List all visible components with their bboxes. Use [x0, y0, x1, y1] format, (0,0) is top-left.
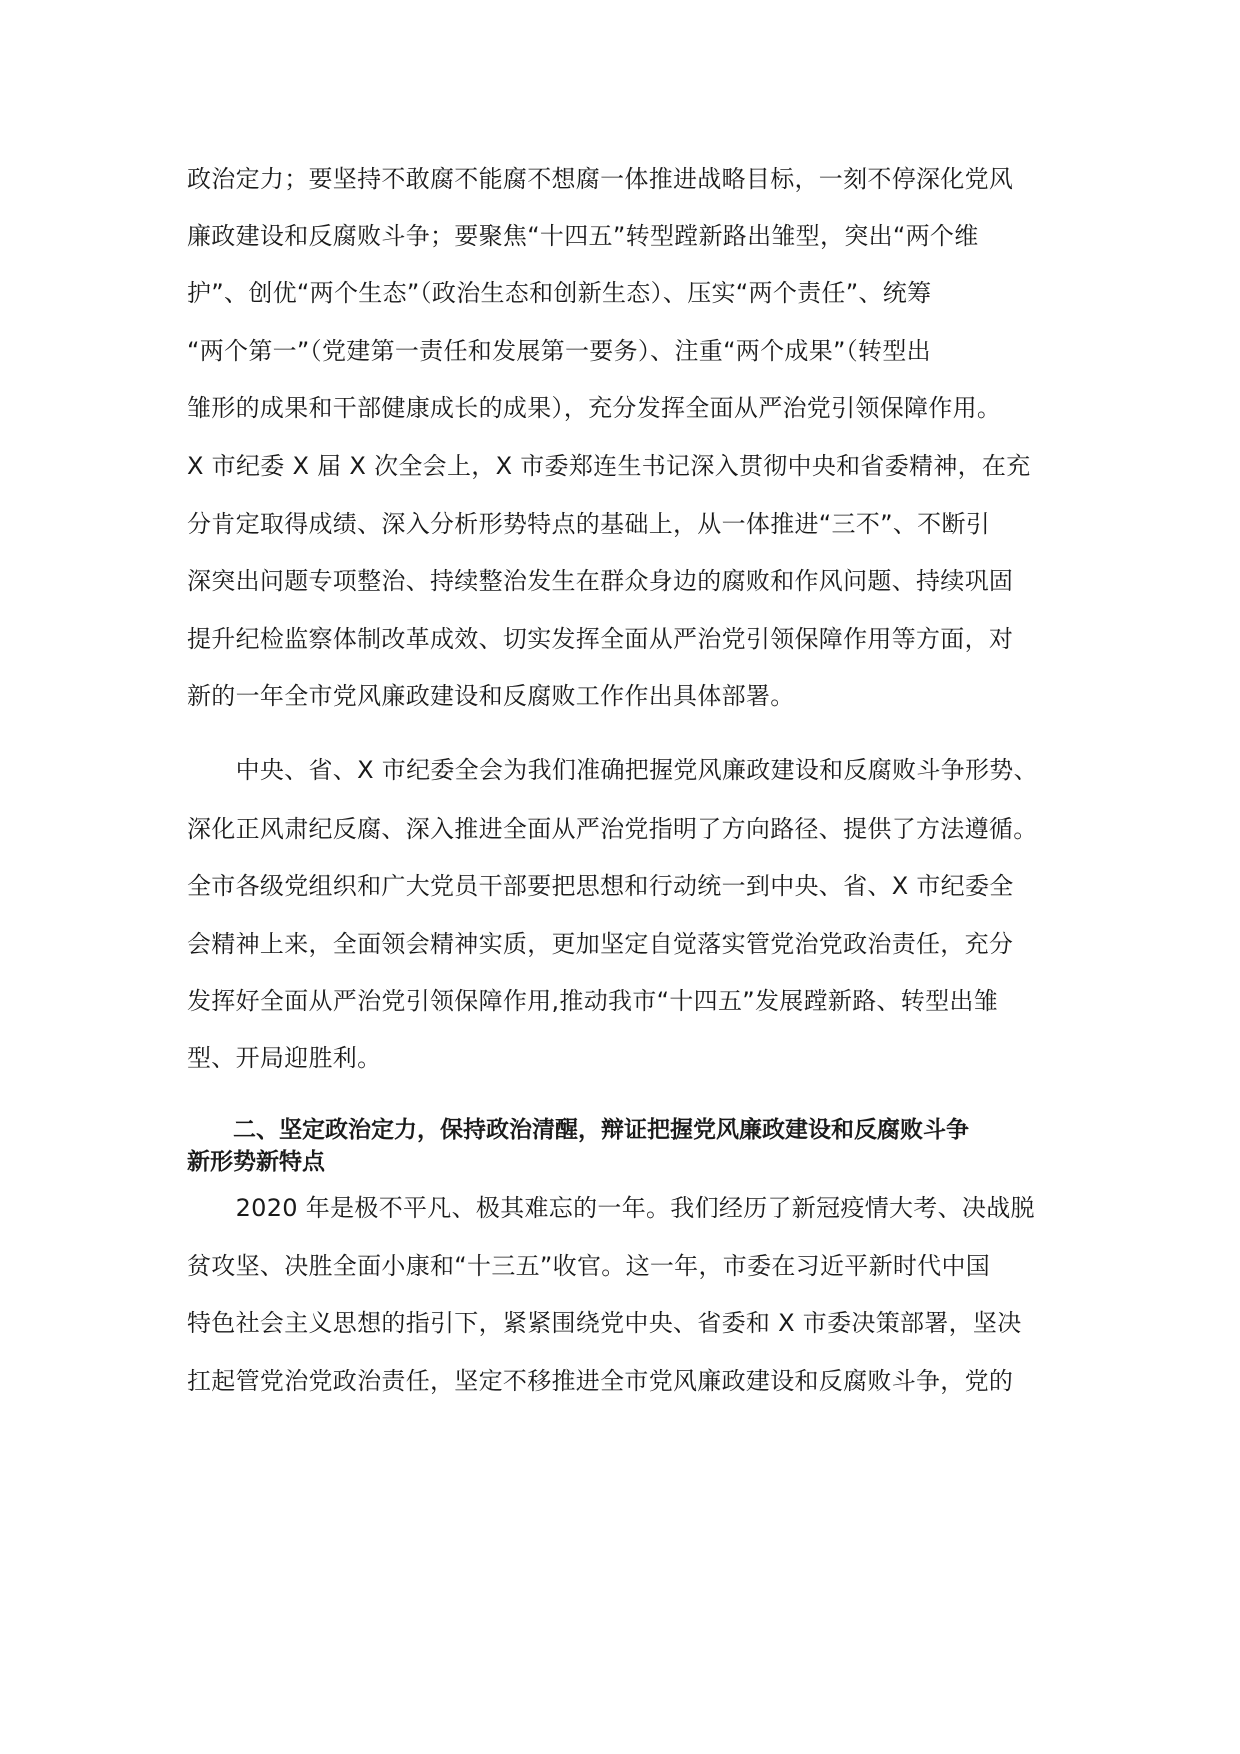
paragraph-line: 新的一年全市党风廉政建设和反腐败工作作出具体部署。	[187, 682, 795, 710]
paragraph-line: 扛起管党治党政治责任，坚定不移推进全市党风廉政建设和反腐败斗争，党的	[187, 1367, 1014, 1395]
paragraph-line: 会精神上来，全面领会精神实质，更加坚定自觉落实管党治党政治责任，充分	[187, 930, 1014, 958]
paragraph-line: 发挥好全面从严治党引领保障作用,推动我市“十四五”发展蹚新路、转型出雏	[187, 987, 998, 1015]
paragraph-line: 全市各级党组织和广大党员干部要把思想和行动统一到中央、省、X 市纪委全	[187, 872, 1014, 900]
paragraph-line: “两个第一”（党建第一责任和发展第一要务）、注重“两个成果”（转型出	[187, 337, 931, 365]
paragraph-line: 深突出问题专项整治、持续整治发生在群众身边的腐败和作风问题、持续巩固	[187, 567, 1014, 595]
paragraph-line: 护”、创优“两个生态”（政治生态和创新生态）、压实“两个责任”、统筹	[187, 279, 932, 307]
section-heading: 新形势新特点	[187, 1149, 325, 1175]
paragraph-line: 政治定力；要坚持不敢腐不能腐不想腐一体推进战略目标，一刻不停深化党风	[187, 165, 1014, 193]
paragraph-line: 廉政建设和反腐败斗争；要聚焦“十四五”转型蹚新路出雏型，突出“两个维	[187, 222, 979, 250]
paragraph-line: 2020 年是极不平凡、极其难忘的一年。我们经历了新冠疫情大考、决战脱	[187, 1194, 1035, 1222]
paragraph-line: 贫攻坚、决胜全面小康和“十三五”收官。这一年，市委在习近平新时代中国	[187, 1252, 991, 1280]
paragraph-line: 特色社会主义思想的指引下，紧紧围绕党中央、省委和 X 市委决策部署，坚决	[187, 1309, 1022, 1337]
section-heading: 二、坚定政治定力，保持政治清醒，辩证把握党风廉政建设和反腐败斗争	[187, 1117, 969, 1143]
paragraph-line: 分肯定取得成绩、深入分析形势特点的基础上，从一体推进“三不”、不断引	[187, 510, 991, 538]
paragraph-line: 雏形的成果和干部健康成长的成果），充分发挥全面从严治党引领保障作用。	[187, 394, 1002, 422]
paragraph-line: 深化正风肃纪反腐、深入推进全面从严治党指明了方向路径、提供了方法遵循。	[187, 815, 1038, 843]
paragraph-line: 中央、省、X 市纪委全会为我们准确把握党风廉政建设和反腐败斗争形势、	[187, 756, 1038, 784]
paragraph-line: 提升纪检监察体制改革成效、切实发挥全面从严治党引领保障作用等方面，对	[187, 625, 1014, 653]
paragraph-line: X 市纪委 X 届 X 次全会上，X 市委郑连生书记深入贯彻中央和省委精神，在充	[187, 452, 1031, 480]
paragraph-line: 型、开局迎胜利。	[187, 1044, 382, 1072]
